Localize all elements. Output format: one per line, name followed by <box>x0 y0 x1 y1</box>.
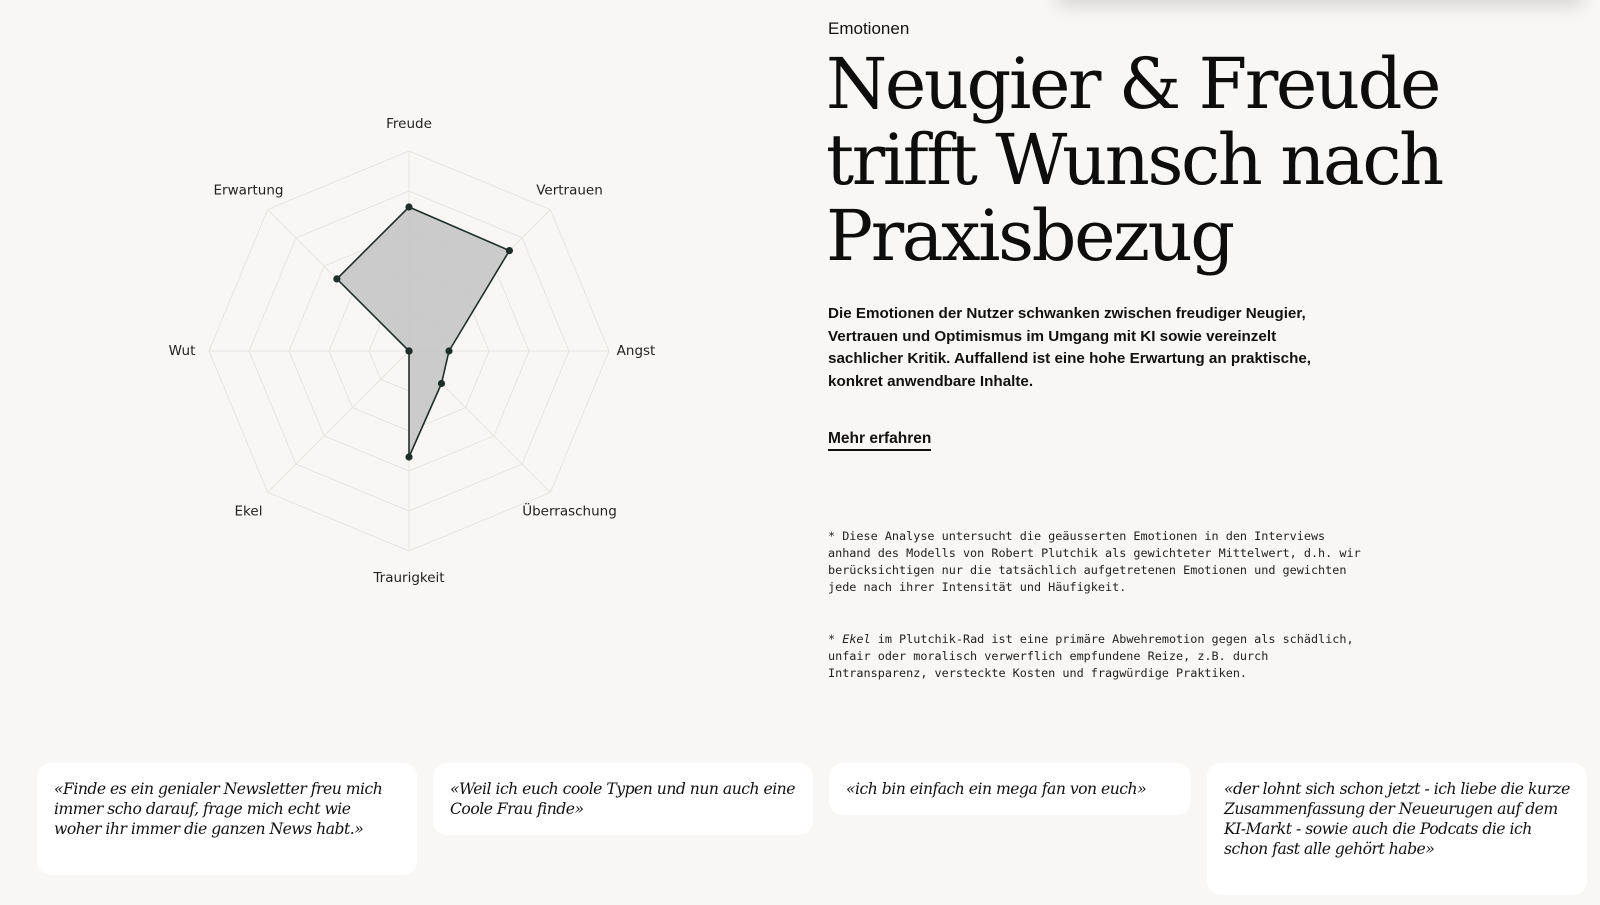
radar-axis-label: Überraschung <box>522 503 617 520</box>
radar-axis-label: Vertrauen <box>536 182 603 199</box>
quote-card: «der lohnt sich schon jetzt - ich liebe die kurze Zusammenfassung der Neueurugen auf dem KI-Markt - sowie auch die Podcats die ich schon fast alle gehört habe» <box>1207 763 1587 895</box>
radar-data-point <box>438 380 445 387</box>
radar-data-point <box>333 275 340 282</box>
radar-axis-label: Freude <box>386 116 432 132</box>
radar-series-area <box>337 207 510 457</box>
ekel-note <box>828 631 1368 682</box>
radar-axis-label: Erwartung <box>213 182 284 199</box>
radar-axis-label: Ekel <box>234 503 263 520</box>
emotion-radar-chart <box>0 0 820 600</box>
section-eyebrow: Emotionen <box>828 19 910 38</box>
ekel-note-text: im Plutchik-Rad ist eine primäre Abwehremotion gegen als schädlich, unfair oder moralisch verwerflich empfundene Reize, z.B. durch Intransparenz, versteckte Kosten und fragwürdige Praktiken. <box>828 632 1354 680</box>
radar-axis-label: Wut <box>168 343 196 359</box>
quote-card: «ich bin einfach ein mega fan von euch» <box>829 763 1191 815</box>
radar-data-point <box>445 347 452 354</box>
ekel-term: Ekel <box>842 632 871 646</box>
method-note: * Diese Analyse untersucht die geäusserten Emotionen in den Interviews anhand des Modells von Robert Plutchik als gewichteter Mittelwert, d.h. wir berücksichtigen nur die tatsächlich aufgetretenen Emotionen und gewichten jede nach ihrer Intensität und Häufigkeit. <box>828 529 1361 594</box>
radar-data-point <box>405 453 412 460</box>
ekel-note-prefix: * <box>828 632 843 646</box>
quote-card: «Weil ich euch coole Typen und nun auch eine Coole Frau finde» <box>433 763 813 835</box>
radar-data-point <box>405 347 412 354</box>
more-link[interactable]: Mehr erfahren <box>828 430 931 451</box>
radar-axis-label: Angst <box>616 343 656 359</box>
radar-data-point <box>506 247 513 254</box>
section-lead: Die Emotionen der Nutzer schwanken zwischen freudiger Neugier, Vertrauen und Optimismus im Umgang mit KI sowie vereinzelt sachlicher Kritik. Auffallend ist eine hohe Erwartung an praktische, konkret anwendbare Inhalte. <box>828 305 1312 390</box>
section-headline: Neugier & Freude trifft Wunsch nach Praxisbezug <box>826 43 1442 277</box>
radar-data-point <box>405 203 412 210</box>
quote-card: «Finde es ein genialer Newsletter freu mich immer scho darauf, frage mich echt wie woher ihr immer die ganzen News habt.» <box>37 763 417 875</box>
radar-axis-label: Traurigkeit <box>373 570 445 586</box>
